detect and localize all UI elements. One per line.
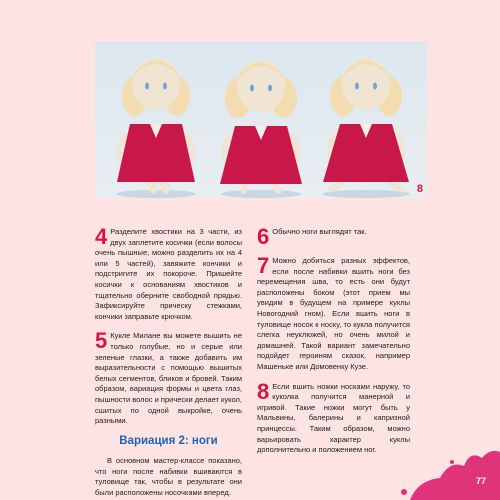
- step-number: 8: [257, 378, 270, 404]
- doll-image: [200, 42, 322, 198]
- doll-image: [95, 42, 217, 198]
- photo-8: [305, 42, 427, 198]
- photo-7: [200, 42, 322, 198]
- step-number: 7: [257, 253, 270, 278]
- step-number: 5: [95, 328, 108, 354]
- step-text: Можно добиться разных эффектов, если после набивки вшить ноги без перемещения шва, то есть они будут расположены боком (этот прием мы увидим в будущем на примере куклы Новогодний гном). Если вшить ноги в туловище носок к носку, то кукла получится слегка неуклюжей, но очень милой и домашней. Такой вариант замечательно подойдет героиням сказок, например Машеньке или Домовенку Кузе.: [257, 256, 410, 371]
- paint-splash-decoration: [390, 440, 500, 500]
- step-text: Если вшить ножки носками наружу, то куколка получится манерной и игривой. Такие ножки могут быть у Мальвины, балерины и капризной принцессы. Таким образом, можно варьировать характер куклы дополнительно и положением ног.: [257, 381, 410, 455]
- photo-number: 8: [416, 183, 423, 195]
- doll-image: [305, 42, 427, 198]
- left-column: [95, 224, 242, 499]
- step-text: Кукле Милане вы можете вышить не только голубые, но и серые или зеленые глазки, а также добавить им выразительности с помощью вышитых белых сегментов, бликов и бровей. Таким образом, вариация формы и цвета глаз, пышности волос и прически делает кукол, сшитых по одной выкройке, очень разными.: [95, 331, 242, 426]
- right-column: [257, 224, 410, 465]
- step-6: [257, 224, 410, 249]
- step-4: [95, 224, 242, 322]
- step-8: [257, 378, 410, 456]
- step-7: [257, 253, 410, 373]
- step-number: 6: [257, 224, 270, 249]
- step-text: Разделите хвостики на 3 части, из двух заплетите косички (если волосы очень пышные, можно разделить их на 4 или 5 частей), завяжите кончики и подстригите их покороче. Пришейте косички к основаниям хвостиков и тщательно оберните свободной прядью. Зафиксируйте прическу стежками, кончики заправьте крючком.: [95, 227, 242, 321]
- step-5: [95, 328, 242, 426]
- page-number: 77: [475, 476, 486, 486]
- intro-text: В основном мастер-классе показано, что ноги после набивки вшиваются в туловище так, чтобы в результате они были расположены носочками вперед.: [95, 456, 242, 498]
- step-number: 4: [95, 224, 108, 249]
- step-text: Обычно ноги выглядят так.: [272, 227, 367, 236]
- section-heading: Вариация 2: ноги: [119, 434, 218, 447]
- photo-6: [95, 42, 217, 198]
